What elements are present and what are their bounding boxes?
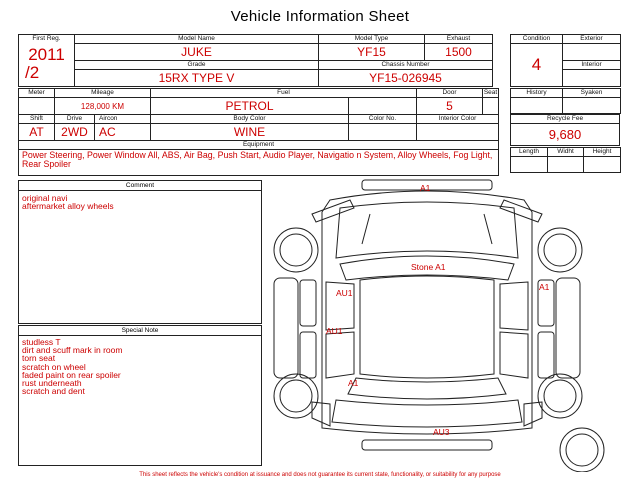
chassis-number-value: YF15-026945 [319,70,493,87]
right-rear-wheel [538,374,582,418]
left-rear-wheel [274,374,318,418]
fuel-value: PETROL [151,98,349,115]
damage-mark-left-rear: A1 [348,378,359,388]
exterior-label: Exterior [563,35,621,44]
right-side-strip [556,278,580,378]
recycle-fee-value: 9,680 [511,124,620,146]
color-no-value [349,124,417,141]
shift-label: Shift [19,115,55,124]
left-side-strip [274,278,298,378]
special-note-line: faded paint on rear spoiler [22,369,121,380]
history-value [511,98,563,114]
rear-window [348,378,506,399]
comment-header: Comment [19,181,261,191]
left-rear-quarter [312,402,330,426]
color-no-label: Color No. [349,115,417,124]
spare-wheel [560,428,604,472]
seat-label: Seat [483,89,498,96]
door-label: Door [417,89,483,98]
exterior-value [563,44,621,61]
grade-value: 15RX TYPE V [75,70,319,87]
special-note-line: torn seat [22,353,56,364]
grade-label: Grade [75,61,319,70]
recycle-fee-label: Recycle Fee [511,115,620,124]
syaken-label: Syaken [563,89,621,98]
right-front-fender-top [500,200,542,222]
damage-mark-front: A1 [420,183,431,193]
left-front-fender-top [312,200,354,222]
special-note-line: studless T [22,337,61,347]
fuel-label: Fuel [151,89,417,98]
special-note-line: scratch on wheel [22,361,86,372]
roof-panel [360,276,494,378]
exhaust-label: Exhaust [425,35,493,44]
first-reg-label: First Reg. [32,35,61,42]
history-table [510,88,621,114]
aircon-label: Aircon [95,115,151,124]
recycle-table [510,114,620,146]
rear-bumper [362,440,492,450]
drive-value: 2WD [55,124,95,141]
width-label: Widht [548,148,584,157]
seat-value [483,98,499,115]
damage-mark-roof: Stone A1 [411,262,446,272]
damage-mark-left-rear-door: AU1 [326,326,343,336]
special-note-line: scratch and dent [22,386,85,397]
comment-list [19,191,261,211]
disclaimer-footer: This sheet reflects the vehicle's condition at issuance and does not guarantee its current state, functionality, or suitability for any purpose [139,472,501,478]
comment-box [18,180,262,324]
mileage-label: Mileage [55,89,151,98]
special-note-list [19,336,261,396]
dimensions-table [510,147,621,173]
hood-panel [336,202,518,258]
damage-mark-rear: AU3 [433,427,450,437]
right-rear-door [500,332,528,378]
drive-label: Drive [55,115,95,124]
right-front-door [500,282,528,330]
meter-value [19,98,55,115]
height-label: Height [584,148,621,157]
right-front-wheel [538,228,582,272]
first-reg-month: /2 [25,63,40,82]
left-rear-sill [300,332,316,378]
special-note-header: Special Note [19,326,261,336]
comment-line: aftermarket alloy wheels [22,201,114,212]
page-title: Vehicle Information Sheet [230,8,410,25]
equipment-value: Power Steering, Power Window All, ABS, Air Bag, Push Start, Audio Player, Navigatio n System, Alloy Wheels, Fog Light, Rear Spoiler [22,150,493,169]
left-rear-door [326,332,354,378]
hood-lines [362,214,492,244]
model-type-value: YF15 [319,44,425,61]
interior-label: Interior [563,61,621,70]
car-damage-diagram [270,178,630,472]
door-value: 5 [417,98,483,115]
damage-mark-right-side: A1 [539,282,550,292]
body-color-label: Body Color [151,115,349,124]
aircon-value: AC [95,124,151,141]
length-label: Length [511,148,548,157]
interior-color-label: Interior Color [417,115,499,124]
steering-value [349,98,417,115]
first-reg-year: 2011 [28,45,65,64]
left-front-sill [300,280,316,326]
vehicle-main-table [18,34,493,87]
right-rear-quarter [524,402,542,426]
interior-value [563,70,621,87]
right-rear-sill [538,332,554,378]
special-note-line: dirt and scuff mark in room [22,345,123,356]
history-label: History [511,89,563,98]
model-name-label: Model Name [75,35,319,44]
condition-table [510,34,621,87]
trunk-panel [332,400,522,427]
special-note-line: rust underneath [22,378,82,389]
mileage-value: 128,000 KM [55,98,151,115]
left-front-wheel [274,228,318,272]
comment-line: original navi [22,193,68,203]
first-reg-cell [19,35,75,87]
height-value [584,157,621,173]
exhaust-value: 1500 [425,44,493,61]
meter-label: Meter [19,89,55,98]
vehicle-spec-table [18,88,499,176]
interior-color-value [417,124,499,141]
syaken-value [563,98,621,114]
damage-mark-left-front-door: AU1 [336,288,353,298]
model-name-value: JUKE [75,44,319,61]
equipment-label: Equipment [19,141,499,150]
condition-value: 4 [511,44,563,87]
shift-value: AT [19,124,55,141]
special-note-box [18,325,262,466]
body-color-value: WINE [151,124,349,141]
chassis-number-label: Chassis Number [319,61,493,70]
model-type-label: Model Type [319,35,425,44]
length-value [511,157,548,173]
width-value [548,157,584,173]
condition-label: Condition [511,35,563,44]
